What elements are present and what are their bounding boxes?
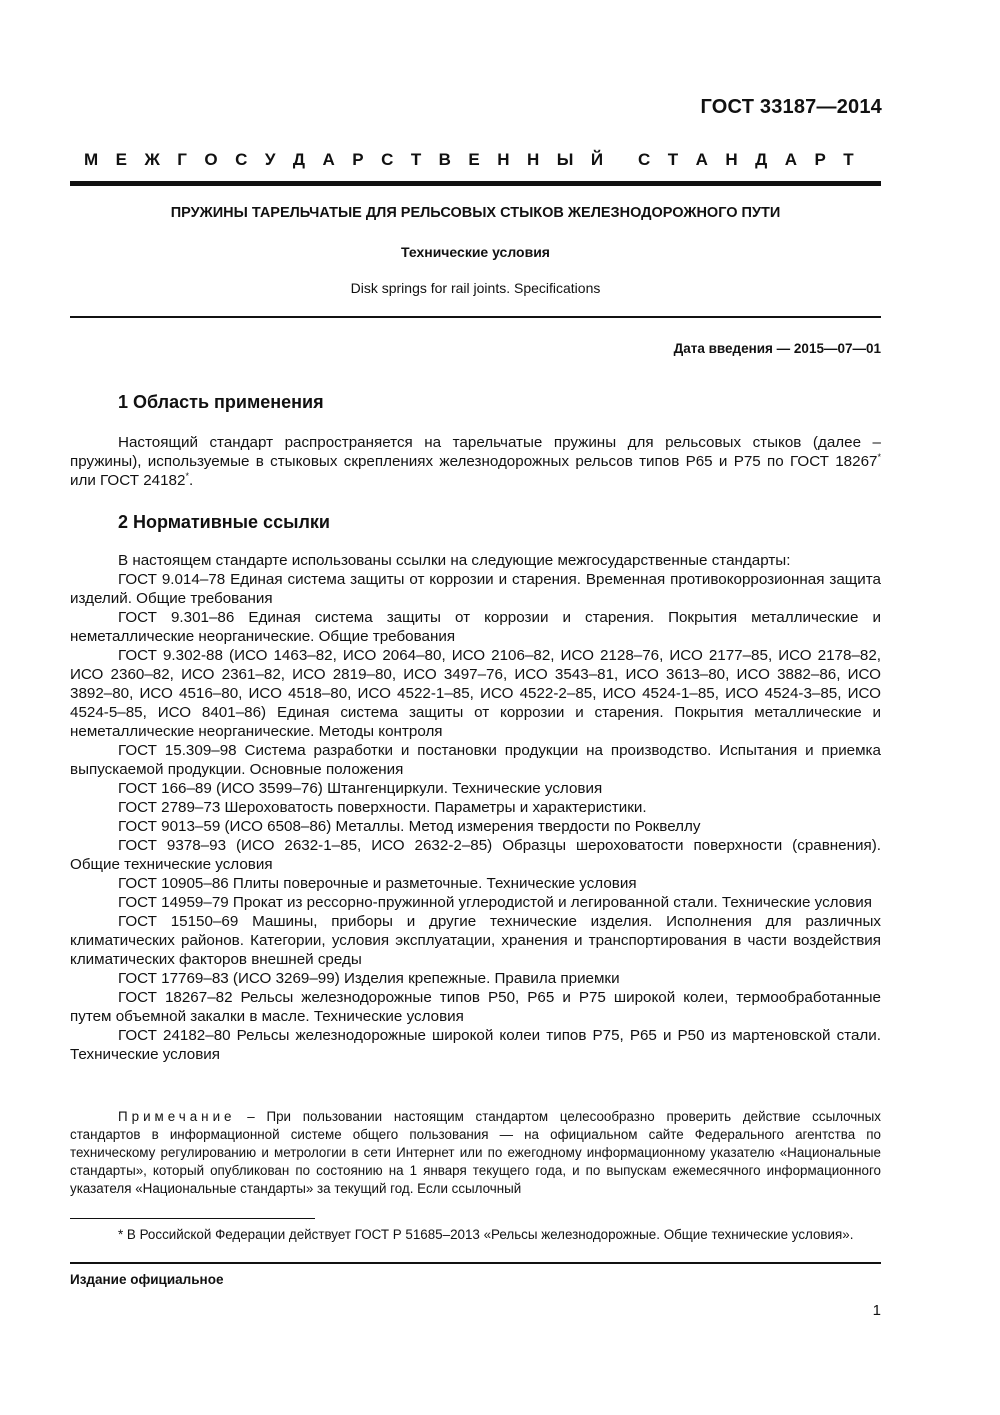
- official-edition-label: Издание официальное: [70, 1272, 224, 1287]
- note-text: – При пользовании настоящим стандартом целесообразно проверить действие ссылочных стандартов в информационной системе общего пользования — на официальном сайте Федерального агентства по техническому регулированию и метрологии в сети Интернет или по ежегодному информационному указателю «Национальные стандарты», который опубликован по состоянию на 1 января текущего года, и по выпускам ежемесячного информационного указателя «Национальные стандарты» за текущий год. Если ссылочный: [70, 1109, 881, 1196]
- section-2-heading: 2 Нормативные ссылки: [118, 512, 330, 532]
- reference-paragraph: ГОСТ 9378–93 (ИСО 2632-1–85, ИСО 2632-2–85) Образцы шероховатости поверхности (сравнения). Общие технические условия: [70, 837, 881, 873]
- scope-text-part1: Настоящий стандарт распространяется на тарельчатые пружины для рельсовых стыков (далее – пружины), используемые в стыковых скреплениях железнодорожных рельсов типов Р65 и Р75 по ГОСТ 18267: [70, 434, 881, 470]
- footer-rule: [70, 1262, 881, 1264]
- document-title: ПРУЖИНЫ ТАРЕЛЬЧАТЫЕ ДЛЯ РЕЛЬСОВЫХ СТЫКОВ ЖЕЛЕЗНОДОРОЖНОГО ПУТИ: [170, 205, 781, 221]
- header-rule-thick: [70, 181, 881, 186]
- introduction-date: Дата введения — 2015—07—01: [673, 341, 881, 356]
- section-1-text: [70, 433, 881, 490]
- interstate-letter: С: [235, 150, 248, 169]
- interstate-letter: Р: [814, 150, 826, 169]
- interstate-letter: Т: [843, 150, 854, 169]
- reference-paragraph: ГОСТ 166–89 (ИСО 3599–76) Штангенциркули. Технические условия: [118, 780, 603, 797]
- footnote-mark: *: [877, 451, 881, 462]
- interstate-letter: С: [381, 150, 394, 169]
- interstate-standard-heading: [84, 150, 854, 170]
- reference-paragraph: ГОСТ 15150–69 Машины, приборы и другие технические изделия. Исполнения для различных климатических районов. Категории, условия эксплуатации, хранения и транспортирования в части воздействия климатических факторов внешней среды: [70, 913, 881, 968]
- interstate-letter: Д: [755, 150, 768, 169]
- interstate-letter: А: [784, 150, 797, 169]
- normative-references: [70, 551, 881, 1064]
- section-1-heading: 1 Область применения: [118, 392, 324, 412]
- page-number: 1: [872, 1302, 881, 1319]
- title-rule: [70, 316, 881, 318]
- document-subtitle: Технические условия: [401, 244, 550, 260]
- footnote-mark: *: [185, 470, 189, 481]
- interstate-letter: У: [264, 150, 276, 169]
- interstate-letter: Ы: [556, 150, 574, 169]
- interstate-letter: Д: [292, 150, 306, 169]
- interstate-letter: Ж: [144, 150, 160, 169]
- note-paragraph: [70, 1108, 881, 1198]
- footnote: * В Российской Федерации действует ГОСТ Р 51685–2013 «Рельсы железнодорожные. Общие технические условия».: [118, 1227, 854, 1242]
- reference-paragraph: ГОСТ 9.302-88 (ИСО 1463–82, ИСО 2064–80, ИСО 2106–82, ИСО 2128–76, ИСО 2177–85, ИСО 2178–82, ИСО 2360–82, ИСО 2361–82, ИСО 2819–80, ИСО 3497–76, ИСО 3543–81, ИСО 3613–80, ИСО 3882–86, ИСО 3892–80, ИСО 4516–80, ИСО 4518–80, ИСО 4522-1–85, ИСО 4522-2–85, ИСО 4524-1–85, ИСО 4524-3–85, ИСО 4524-5–85, ИСО 8401–86) Единая система защиты от коррозии и старения. Покрытия металлические и неметаллические неорганические. Методы контроля: [70, 647, 881, 740]
- interstate-letter: С: [638, 150, 651, 169]
- english-title: Disk springs for rail joints. Specifications: [350, 280, 601, 296]
- reference-paragraph: ГОСТ 9.014–78 Единая система защиты от коррозии и старения. Временная противокоррозионная защита изделий. Общие требования: [70, 571, 881, 607]
- interstate-letter: Н: [526, 150, 540, 169]
- interstate-letter: Г: [177, 150, 187, 169]
- interstate-letter: Н: [497, 150, 510, 169]
- reference-paragraph: ГОСТ 18267–82 Рельсы железнодорожные типов Р50, Р65 и Р75 широкой колеи, термообработанные путем объемной закалки в масле. Технические условия: [70, 989, 881, 1025]
- interstate-letter: Е: [115, 150, 127, 169]
- interstate-letter: Т: [667, 150, 679, 169]
- interstate-letter: Й: [590, 150, 604, 169]
- interstate-letter: А: [322, 150, 335, 169]
- interstate-letter: М: [84, 150, 99, 169]
- scope-text-part2: или ГОСТ 24182: [70, 472, 186, 489]
- interstate-letter: Е: [468, 150, 480, 169]
- scope-text-end: .: [188, 472, 194, 489]
- reference-paragraph: ГОСТ 9.301–86 Единая система защиты от коррозии и старения. Покрытия металлические и неметаллические неорганические. Общие требования: [70, 609, 881, 645]
- interstate-letter: Н: [725, 150, 738, 169]
- reference-paragraph: ГОСТ 10905–86 Плиты поверочные и разметочные. Технические условия: [118, 875, 637, 892]
- interstate-letter: Р: [352, 150, 364, 169]
- scope-paragraph: [70, 433, 881, 490]
- reference-paragraph: В настоящем стандарте использованы ссылки на следующие межгосударственные стандарты:: [118, 552, 791, 569]
- interstate-letter: Т: [410, 150, 422, 169]
- reference-paragraph: ГОСТ 14959–79 Прокат из рессорно-пружинной углеродистой и легированной стали. Технические условия: [118, 894, 872, 911]
- reference-paragraph: ГОСТ 2789–73 Шероховатость поверхности. Параметры и характеристики.: [118, 799, 647, 816]
- interstate-letter: В: [438, 150, 451, 169]
- reference-paragraph: ГОСТ 15.309–98 Система разработки и постановки продукции на производство. Испытания и приемка выпускаемой продукции. Основные положения: [70, 742, 881, 778]
- reference-paragraph: ГОСТ 9013–59 (ИСО 6508–86) Металлы. Метод измерения твердости по Роквеллу: [118, 818, 701, 835]
- gost-number: ГОСТ 33187—2014: [700, 96, 882, 118]
- interstate-letter: А: [695, 150, 708, 169]
- footnote-rule: [70, 1218, 315, 1219]
- reference-paragraph: ГОСТ 17769–83 (ИСО 3269–99) Изделия крепежные. Правила приемки: [118, 970, 620, 987]
- note-label: Примечание: [118, 1109, 236, 1124]
- reference-paragraph: ГОСТ 24182–80 Рельсы железнодорожные широкой колеи типов Р75, Р65 и Р50 из мартеновской стали. Технические условия: [70, 1027, 881, 1063]
- interstate-letter: О: [204, 150, 218, 169]
